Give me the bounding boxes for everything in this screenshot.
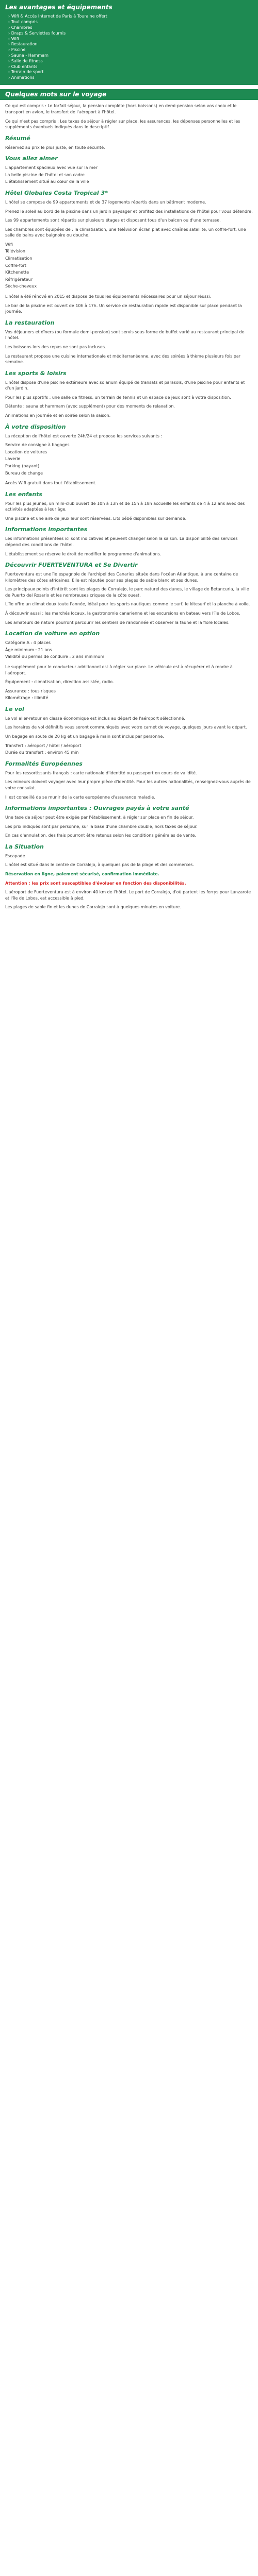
hotel-text-1: L'hôtel se compose de 99 appartements et de 37 logements répartis dans un bâtiment moderne. bbox=[5, 199, 206, 205]
enfants-title: Les enfants bbox=[5, 490, 42, 498]
formalites-text-1: Pour les ressortissants français : carte nationale d'identité ou passeport en cours de validité. bbox=[5, 770, 197, 775]
advantages-title: Les avantages et équipements bbox=[5, 4, 112, 11]
aquarium-text-1: La réception de l'hôtel est ouverte 24h/24 et propose les services suivants : bbox=[5, 433, 163, 438]
list-item: Kilométrage : illimité bbox=[5, 696, 49, 701]
situation-title: La Situation bbox=[5, 843, 44, 850]
list-item: Assurance : tous risques bbox=[5, 688, 56, 693]
aquarium-text-2: Accès Wifi gratuit dans tout l'établissement. bbox=[5, 481, 96, 486]
avion-title: Le vol bbox=[5, 705, 24, 713]
list-item: Télévision bbox=[5, 249, 25, 254]
enfants-text-2: Une piscine et une aire de jeux leur sont réservées. Lits bébé disponibles sur demande. bbox=[5, 516, 187, 521]
avion-text-3: Un bagage en soute de 20 kg et un bagage à main sont inclus par personne. bbox=[5, 734, 164, 739]
avion-text-1: Le vol aller-retour en classe économique est inclus au départ de l'aéroport sélectionné. bbox=[5, 716, 185, 721]
restauration-text-2: Les boissons lors des repas ne sont pas incluses. bbox=[5, 344, 106, 349]
info-text-1: Les informations présentées ici sont indicatives et peuvent changer selon la saison. La disponibilité des services dépend des conditions de l'hôtel. bbox=[5, 536, 238, 547]
aquarium-title: À votre disposition bbox=[5, 423, 66, 430]
list-item: › Tout compris bbox=[8, 20, 253, 25]
list-item: La belle piscine de l'hôtel et son cadre bbox=[5, 172, 85, 177]
decouvrir-title: Découvrir FUERTEVENTURA et Se Divertir bbox=[5, 562, 138, 569]
decouvrir-text-1: Fuerteventura est une île espagnole de l'archipel des Canaries située dans l'océan Atlantique, à une centaine de kilomètres des côtes africaines. Elle est réputée pour ses plages de sable blanc et ses dunes. bbox=[5, 572, 238, 583]
hotel-text-2: Prenez le soleil au bord de la piscine dans un jardin paysager et profitez des installations de l'hôtel pour vous détendre. bbox=[5, 209, 253, 214]
situation-highlight: Réservation en ligne, paiement sécurisé, confirmation immédiate. bbox=[5, 872, 159, 876]
list-item: Wifi bbox=[5, 242, 13, 247]
sports-text-3: Détente : sauna et hammam (avec supplément) pour des moments de relaxation. bbox=[5, 404, 175, 409]
important-text-2: Les prix indiqués sont par personne, sur la base d'une chambre double, hors taxes de séjour. bbox=[5, 824, 198, 829]
important-text-1: Une taxe de séjour peut être exigée par l'établissement, à régler sur place en fin de séjour. bbox=[5, 815, 194, 820]
transfert-lines bbox=[5, 743, 253, 756]
list-item: › Wifi bbox=[8, 37, 253, 42]
sports-text-4: Animations en journée et en soirée selon la saison. bbox=[5, 413, 111, 418]
hotel-text-6: Le bar de la piscine est ouvert de 10h à 17h. Un service de restauration rapide est disponible sur place pendant la journée. bbox=[5, 303, 242, 314]
quick-text-1: Ce qui est compris : Le forfait séjour, la pension complète (hors boissons) en demi-pension selon vos choix et le transport en avion, le transfert de l'aéroport à l'hôtel. bbox=[5, 104, 237, 114]
page bbox=[0, 0, 258, 913]
hotel-amenities bbox=[5, 242, 253, 290]
info-title: Informations importantes bbox=[5, 526, 88, 533]
decouvrir-text-2: Les principaux points d'intérêt sont les plages de Corralejo, le parc naturel des dunes, le village de Betancuria, la ville de Puerto del Rosario et les nombreuses criques de la côte ouest. bbox=[5, 587, 249, 598]
list-item: › Wifi & Accès Internet de Paris à Touraine offert bbox=[8, 14, 253, 20]
list-item: Validité du permis de conduire : 2 ans minimum bbox=[5, 654, 105, 659]
list-item: Réfrigérateur bbox=[5, 277, 33, 282]
decouvrir-text-5: Les amateurs de nature pourront parcourir les sentiers de randonnée et observer la faune et la flore locales. bbox=[5, 620, 230, 625]
list-item: Transfert : aéroport / hôtel / aéroport bbox=[5, 743, 82, 748]
formalites-text-2: Les mineurs doivent voyager avec leur propre pièce d'identité. Pour les autres nationalités, renseignez-vous auprès de votre consulat. bbox=[5, 779, 251, 790]
list-item: › Sauna - Hammam bbox=[8, 53, 253, 59]
list-item: Laverie bbox=[5, 456, 21, 462]
formalites-text-3: Il est conseillé de se munir de la carte européenne d'assurance maladie. bbox=[5, 794, 155, 800]
sports-title: Les sports & loisirs bbox=[5, 369, 67, 377]
decouvrir-text-3: L'île offre un climat doux toute l'année, idéal pour les sports nautiques comme le surf, le kitesurf et la planche à voile. bbox=[5, 602, 250, 607]
situation-intro: Escapade bbox=[5, 853, 25, 858]
list-item: Durée du transfert : environ 45 min bbox=[5, 750, 79, 755]
situation-warning: Attention : les prix sont susceptibles d'évoluer en fonction des disponibilités. bbox=[5, 880, 186, 886]
list-item: L'établissement situé au cœur de la ville bbox=[5, 179, 89, 184]
list-item: Kitchenette bbox=[5, 270, 29, 275]
important-title: Informations importantes : Ouvrages payés à votre santé bbox=[5, 805, 189, 812]
list-item: L'appartement spacieux avec vue sur la mer bbox=[5, 165, 98, 171]
quick-text-2: Ce qui n'est pas compris : Les taxes de séjour à régler sur place, les assurances, les dépenses personnelles et les suppléments éventuels indiqués dans le descriptif. bbox=[5, 118, 240, 130]
sports-text-1: L'hôtel dispose d'une piscine extérieure avec solarium équipé de transats et parasols, d'une piscine pour enfants et d'un jardin. bbox=[5, 380, 245, 391]
list-item: Âge minimum : 21 ans bbox=[5, 647, 52, 652]
important-text-3: En cas d'annulation, des frais pourront être retenus selon les conditions générales de vente. bbox=[5, 833, 197, 838]
formalites-title: Formalités Européennes bbox=[5, 760, 83, 767]
list-item: › Animations bbox=[8, 75, 253, 81]
sports-text-2: Pour les plus sportifs : une salle de fitness, un terrain de tennis et un espace de jeux sont à votre disposition. bbox=[5, 395, 231, 400]
avion-text-2: Les horaires de vol définitifs vous seront communiqués avec votre carnet de voyage, quelques jours avant le départ. bbox=[5, 725, 247, 730]
list-item: › Club enfants bbox=[8, 64, 253, 70]
advantages-list bbox=[5, 14, 253, 81]
list-item: Sèche-cheveux bbox=[5, 284, 37, 289]
list-item: Climatisation bbox=[5, 256, 33, 261]
info-text-2: L'établissement se réserve le droit de modifier le programme d'animations. bbox=[5, 551, 162, 556]
location-lines-2 bbox=[5, 688, 253, 701]
situation-text-2: L'aéroport de Fuerteventura est à environ 40 km de l'hôtel. Le port de Corralejo, d'où partent les ferrys pour Lanzarote et l'île de Lobos, est accessible à pied. bbox=[5, 890, 251, 901]
enfants-text-1: Pour les plus jeunes, un mini-club ouvert de 10h à 13h et de 15h à 18h accueille les enfants de 4 à 12 ans avec des activités adaptées à leur âge. bbox=[5, 501, 245, 512]
list-item: › Restauration bbox=[8, 42, 253, 47]
list-item: Location de voitures bbox=[5, 449, 47, 454]
hotel-text-5: L'hôtel a été rénové en 2015 et dispose de tous les équipements nécessaires pour un séjour réussi. bbox=[5, 294, 212, 299]
situation-text-3: Les plages de sable fin et les dunes de Corralejo sont à quelques minutes en voiture. bbox=[5, 905, 181, 910]
vous-title: Vous allez aimer bbox=[5, 155, 58, 162]
decouvrir-text-4: À découvrir aussi : les marchés locaux, la gastronomie canarienne et les excursions en bateau vers l'île de Lobos. bbox=[5, 611, 240, 616]
restauration-text-3: Le restaurant propose une cuisine internationale et méditerranéenne, avec des soirées à thème plusieurs fois par semaine. bbox=[5, 353, 241, 365]
list-item: Catégorie A : 4 places bbox=[5, 640, 51, 646]
list-item: Service de consigne à bagages bbox=[5, 443, 70, 448]
resume-text: Réservez au prix le plus juste, en toute sécurité. bbox=[5, 145, 105, 150]
list-item: › Draps & Serviettes fournis bbox=[8, 31, 253, 37]
location-lines bbox=[5, 640, 253, 660]
list-item: Bureau de change bbox=[5, 470, 43, 476]
restauration-text-1: Vos déjeuners et dîners (ou formule demi-pension) sont servis sous forme de buffet varié au restaurant principal de l'hôtel. bbox=[5, 329, 245, 341]
list-item: Coffre-fort bbox=[5, 263, 27, 268]
list-item: › Terrain de sport bbox=[8, 70, 253, 75]
hotel-text-4: Les chambres sont équipées de : la climatisation, une télévision écran plat avec chaînes satellite, un coffre-fort, une salle de bains avec baignoire ou douche. bbox=[5, 227, 246, 238]
aquarium-list bbox=[5, 442, 253, 476]
location-text-2: Équipement : climatisation, direction assistée, radio. bbox=[5, 680, 114, 685]
list-item: › Chambres bbox=[8, 25, 253, 31]
hotel-text-3: Les 99 appartements sont répartis sur plusieurs étages et disposent tous d'un balcon ou d'une terrasse. bbox=[5, 218, 221, 223]
list-item: › Salle de fitness bbox=[8, 59, 253, 64]
list-item: Parking (payant) bbox=[5, 463, 40, 468]
situation-text-1: L'hôtel est situé dans le centre de Corralejo, à quelques pas de la plage et des commerces. bbox=[5, 862, 194, 868]
advantages-box bbox=[0, 0, 258, 85]
resume-title: Résumé bbox=[5, 134, 30, 142]
location-title: Location de voiture en option bbox=[5, 630, 100, 637]
quick-title: Quelques mots sur le voyage bbox=[0, 89, 258, 100]
location-text-1: Le supplément pour le conducteur additionnel est à régler sur place. Le véhicule est à récupérer et à rendre à l'aéroport. bbox=[5, 664, 233, 675]
list-item: › Piscine bbox=[8, 47, 253, 53]
hotel-title: Hôtel Globales Costa Tropical 3* bbox=[5, 189, 108, 196]
vous-list bbox=[5, 165, 253, 185]
quick-section bbox=[0, 103, 258, 910]
restauration-title: La restauration bbox=[5, 319, 55, 326]
